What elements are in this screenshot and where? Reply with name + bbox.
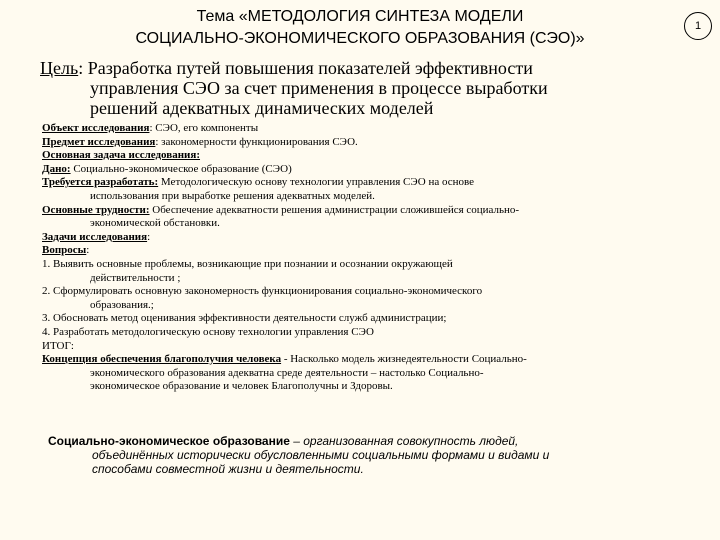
result-label: ИТОГ: — [42, 339, 74, 352]
object-label: Объект исследования — [42, 122, 150, 134]
required-label: Требуется разработать: — [42, 176, 159, 189]
subject-row — [42, 136, 682, 150]
tasks-label: Задачи исследования — [42, 230, 148, 243]
slide-number-badge: 1 — [684, 12, 712, 40]
definition-section — [48, 434, 648, 476]
concept-text-2: экономического образования адекватна среде деятельности – настолько Социально- — [90, 366, 484, 379]
questions-label: Вопросы — [42, 244, 87, 257]
goal-label: Цель — [40, 58, 79, 78]
difficulty-row — [42, 204, 682, 231]
question-2 — [42, 285, 682, 312]
difficulty-label: Основные трудности: — [42, 203, 150, 216]
goal-line-3: решений адекватных динамических моделей — [90, 98, 434, 118]
question-3: 3. Обосновать метод оценивания эффективности деятельности служб администрации; — [42, 312, 447, 325]
required-row — [42, 176, 682, 203]
research-details — [42, 122, 682, 394]
slide-title — [60, 6, 660, 50]
goal-line-1: : Разработка путей повышения показателей эффективности — [78, 58, 533, 78]
definition-term: Социально-экономическое образование — [48, 434, 290, 448]
question-4: 4. Разработать методологическую основу технологии управления СЭО — [42, 325, 374, 338]
subject-text: : закономерности функционирования СЭО. — [155, 135, 358, 148]
question-2-line-2: образования.; — [90, 298, 154, 311]
goal-line-2: управления СЭО за счет применения в процессе выработки — [90, 78, 548, 98]
given-row — [42, 163, 682, 177]
task-row — [42, 149, 682, 163]
question-1-line-1: 1. Выявить основные проблемы, возникающие при познании и осознании окружающей — [42, 257, 453, 270]
question-1 — [42, 258, 682, 285]
title-line-2: СОЦИАЛЬНО-ЭКОНОМИЧЕСКОГО ОБРАЗОВАНИЯ (СЭО)» — [135, 30, 585, 47]
question-1-line-2: действительности ; — [90, 271, 181, 284]
concept-text-3: экономическое образование и человек Благополучны и Здоровы. — [90, 380, 393, 393]
concept-row — [42, 353, 682, 394]
tasks-colon: : — [147, 230, 151, 243]
object-row — [42, 122, 682, 136]
tasks-row — [42, 231, 682, 245]
object-text: : СЭО, его компоненты — [149, 122, 259, 134]
definition-line-2: объединённых исторически обусловленными социальными формами и видами и — [92, 448, 550, 462]
goal-section — [40, 58, 640, 118]
difficulty-text-2: экономической обстановки. — [90, 217, 220, 230]
concept-text-1: - Насколько модель жизнедеятельности Социально- — [281, 353, 527, 366]
required-text-1: Методологическую основу технологии управления СЭО на основе — [158, 176, 475, 189]
title-line-1: Тема «МЕТОДОЛОГИЯ СИНТЕЗА МОДЕЛИ — [196, 8, 524, 25]
given-label: Дано: — [42, 162, 71, 175]
given-text: Социально-экономическое образование (СЭО) — [70, 162, 292, 175]
question-2-line-1: 2. Сформулировать основную закономерность функционирования социально-экономического — [42, 285, 483, 298]
subject-label: Предмет исследования — [42, 135, 156, 148]
questions-row — [42, 244, 682, 258]
definition-line-1: – организованная совокупность людей, — [289, 434, 519, 448]
definition-line-3: способами совместной жизни и деятельности. — [92, 462, 364, 476]
difficulty-text-1: Обеспечение адекватности решения администрации сложившейся социально- — [149, 203, 520, 216]
questions-colon: : — [86, 244, 90, 257]
required-text-2: использования при выработке решения адекватных моделей. — [90, 189, 375, 202]
task-label: Основная задача исследования: — [42, 149, 201, 162]
concept-label: Концепция обеспечения благополучия человека — [42, 353, 282, 366]
